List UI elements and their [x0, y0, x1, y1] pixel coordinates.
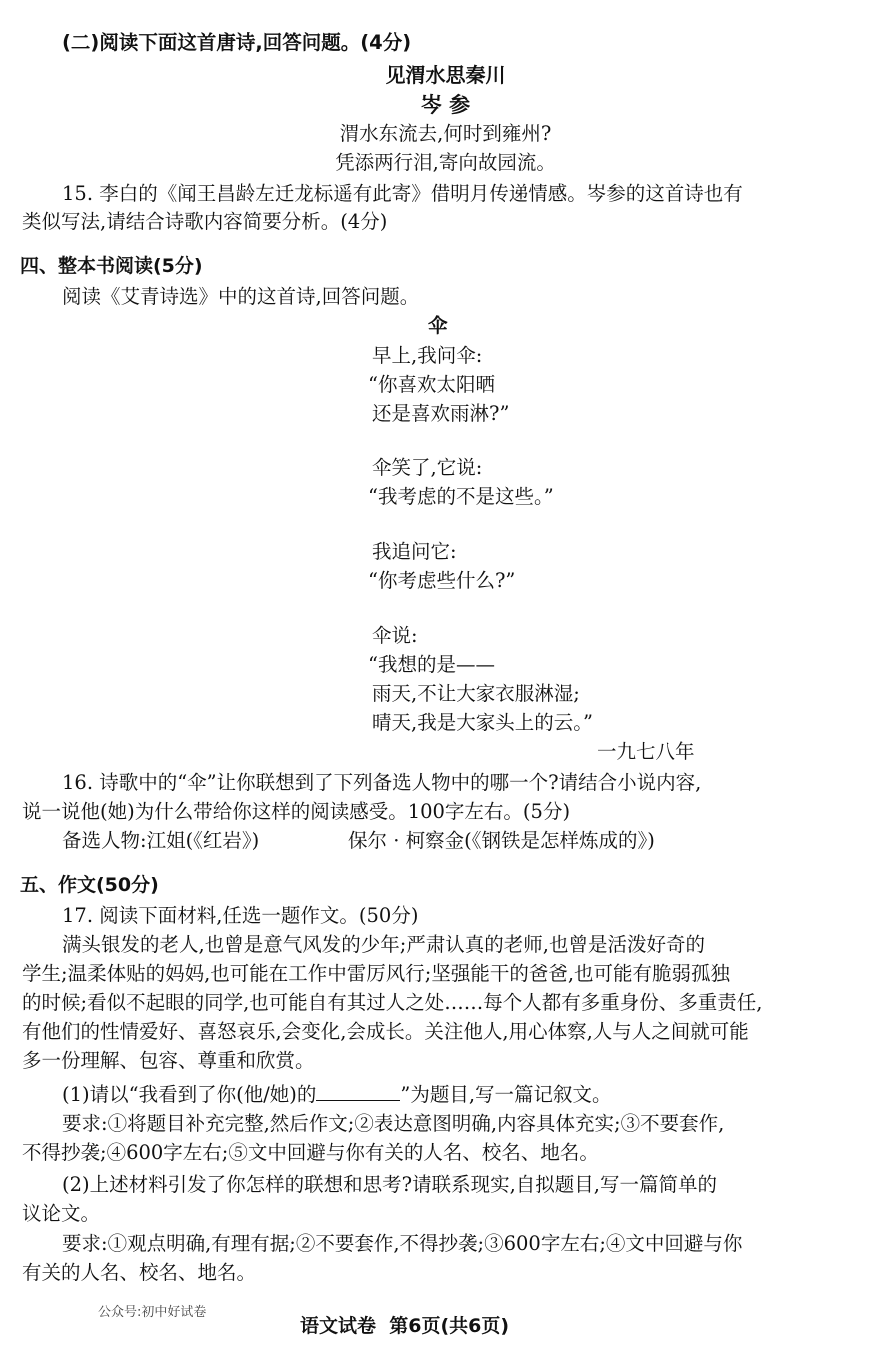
option-1 — [62, 1082, 612, 1108]
section-2-heading: (二)阅读下面这首唐诗,回答问题。(4分) — [62, 31, 412, 54]
question-17: 17. 阅读下面材料,任选一题作文。(50分) — [62, 904, 419, 927]
option-2-line: 议论文。 — [22, 1202, 101, 1225]
umbrella-poem-line: 我追问它: — [372, 540, 457, 563]
question-15-line: 类似写法,请结合诗歌内容简要分析。(4分) — [22, 210, 388, 233]
umbrella-poem-line: 伞笑了,它说: — [372, 456, 483, 479]
option-1-prefix: (1)请以“我看到了你(他/她)的 — [62, 1083, 317, 1106]
umbrella-poem-line: “你喜欢太阳晒 — [368, 373, 495, 396]
candidate-pavel: 保尔 · 柯察金(《钢铁是怎样炼成的》) — [348, 829, 655, 852]
material-line: 满头银发的老人,也曾是意气风发的少年;严肃认真的老师,也曾是活泼好奇的 — [62, 933, 705, 956]
umbrella-poem-line: 晴天,我是大家头上的云。” — [372, 711, 593, 734]
material-line: 的时候;看似不起眼的同学,也可能自有其过人之处……每个人都有多重身份、多重责任, — [22, 991, 763, 1014]
option-1-suffix: ”为题目,写一篇记叙文。 — [400, 1083, 612, 1106]
question-16-line: 说一说他(她)为什么带给你这样的阅读感受。100字左右。(5分) — [22, 800, 571, 823]
material-line: 学生;温柔体贴的妈妈,也可能在工作中雷厉风行;坚强能干的爸爸,也可能有脆弱孤独 — [22, 962, 731, 985]
material-line: 有他们的性情爱好、喜怒哀乐,会变化,会成长。关注他人,用心体察,人与人之间就可能 — [22, 1020, 749, 1043]
umbrella-poem-title: 伞 — [428, 314, 448, 337]
question-15-line: 15. 李白的《闻王昌龄左迁龙标遥有此寄》借明月传递情感。岑参的这首诗也有 — [62, 182, 743, 205]
umbrella-poem-line: “你考虑些什么?” — [368, 569, 516, 592]
option-2-line: (2)上述材料引发了你怎样的联想和思考?请联系现实,自拟题目,写一篇简单的 — [62, 1173, 717, 1196]
umbrella-poem-date: 一九七八年 — [597, 740, 695, 763]
page-footer: 语文试卷 第6页(共6页) — [300, 1315, 510, 1337]
umbrella-poem-line: 还是喜欢雨淋?” — [372, 402, 510, 425]
requirement-1-line: 不得抄袭;④600字左右;⑤文中回避与你有关的人名、校名、地名。 — [22, 1141, 599, 1164]
watermark: 公众号:初中好试卷 — [98, 1305, 207, 1320]
requirement-2-line: 有关的人名、校名、地名。 — [22, 1261, 257, 1284]
candidate-jiang-jie: 备选人物:江姐(《红岩》) — [62, 829, 260, 852]
poem-line: 凭添两行泪,寄向故园流。 — [335, 151, 556, 174]
section-4-intro: 阅读《艾青诗选》中的这首诗,回答问题。 — [62, 285, 420, 308]
umbrella-poem-line: “我想的是—— — [368, 653, 495, 676]
poem-author: 岑 参 — [420, 93, 471, 117]
section-5-heading: 五、作文(50分) — [20, 874, 159, 896]
umbrella-poem-line: 伞说: — [372, 624, 418, 647]
title-blank — [316, 1082, 400, 1101]
requirement-2-line: 要求:①观点明确,有理有据;②不要套作,不得抄袭;③600字左右;④文中回避与你 — [62, 1232, 743, 1255]
poem-line: 渭水东流去,何时到雍州? — [339, 122, 552, 145]
umbrella-poem-line: 雨天,不让大家衣服淋湿; — [372, 682, 580, 705]
umbrella-poem-line: “我考虑的不是这些。” — [368, 485, 554, 508]
poem-title: 见渭水思秦川 — [385, 63, 506, 87]
question-16-line: 16. 诗歌中的“伞”让你联想到了下列备选人物中的哪一个?请结合小说内容, — [62, 771, 702, 794]
umbrella-poem-line: 早上,我问伞: — [372, 344, 483, 367]
material-line: 多一份理解、包容、尊重和欣赏。 — [22, 1049, 315, 1072]
section-4-heading: 四、整本书阅读(5分) — [20, 255, 203, 277]
requirement-1-line: 要求:①将题目补充完整,然后作文;②表达意图明确,内容具体充实;③不要套作, — [62, 1112, 725, 1135]
